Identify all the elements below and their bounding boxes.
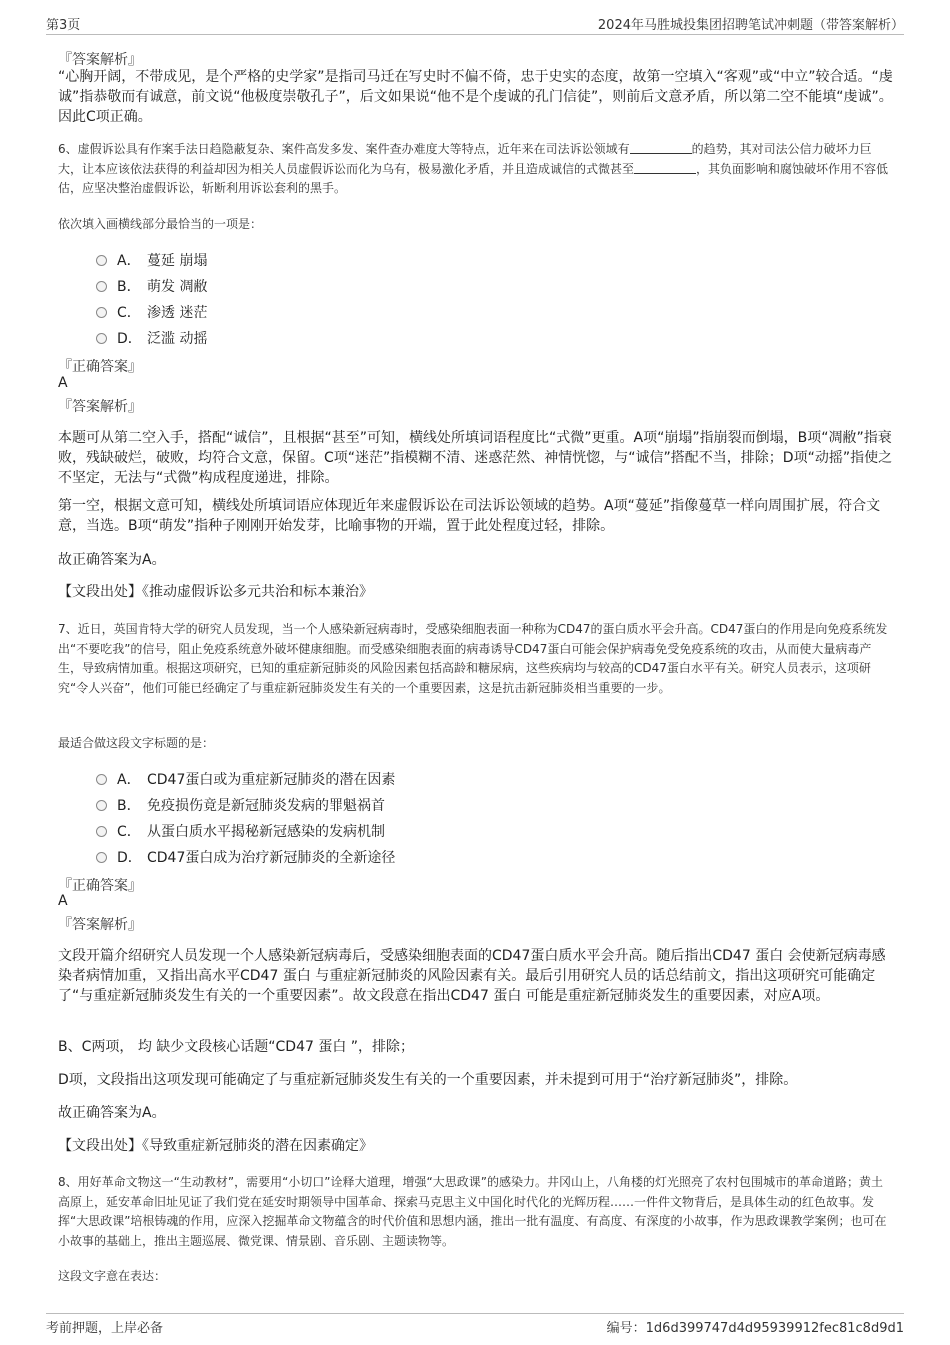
q6-blank-2 — [634, 161, 696, 174]
option-letter: B． — [117, 279, 141, 295]
q7-option-c[interactable] — [96, 821, 385, 841]
q8-prompt: 这段文字意在表达： — [58, 1269, 167, 1283]
q7-analysis-p2: B、C两项， 均 缺少文段核心话题“CD47 蛋白 ”，排除； — [58, 1039, 415, 1055]
option-text: 从蛋白质水平揭秘新冠感染的发病机制 — [147, 824, 385, 840]
q6-correct-answer: A — [58, 375, 68, 391]
option-letter: D． — [117, 331, 142, 347]
page-number: 第3页 — [46, 18, 81, 33]
q6-prompt: 依次填入画横线部分最恰当的一项是： — [58, 217, 263, 231]
q6-stem-part-c: ，其负面影响和腐蚀破坏作用不容低估，应坚决整治虚假诉讼，斩断利用诉讼套利的黑手。 — [58, 161, 889, 195]
q7-analysis-p3: D项，文段指出这项发现可能确定了与重症新冠肺炎发生有关的一个重要因素，并未提到可用于“治疗新冠肺炎”，排除。 — [58, 1072, 798, 1088]
q7-source: 【文段出处】《导致重症新冠肺炎的潜在因素确定》 — [58, 1138, 373, 1154]
option-letter: A． — [117, 772, 141, 788]
option-text: 萌发 凋敝 — [147, 279, 208, 295]
option-letter: C． — [117, 824, 141, 840]
option-letter: A． — [117, 253, 141, 269]
q7-stem: 7、近日，英国肯特大学的研究人员发现，当一个人感染新冠病毒时，受感染细胞表面一种称为CD47的蛋白质水平会升高。CD47蛋白的作用是向免疫系统发出“不要吃我”的信号，阻止免疫系统意外破坏健康细胞。而受感染细胞表面的病毒诱导CD47蛋白可能会保护病毒免受免疫系统的攻击，从而使大量病毒产生，导致病情加重。根据这项研究，已知的重症新冠肺炎的风险因素包括高龄和糖尿病，这些疾病均与较高的CD47蛋白水平有关。研究人员表示，这项研究“令人兴奋”，他们可能已经确定了与重症新冠肺炎发生有关的一个重要因素，这是抗击新冠肺炎相当重要的一步。 — [58, 622, 888, 695]
q7-correct-label: 『正确答案』 — [58, 878, 142, 894]
q6-option-d[interactable] — [96, 328, 207, 348]
page-header — [46, 14, 904, 35]
q6-analysis-p1: 本题可从第二空入手，搭配“诚信”，且根据“甚至”可知，横线处所填词语程度比“式微”更重。A项“崩塌”指崩裂而倒塌，B项“凋敝”指衰败，残缺破烂，破败，均符合文意，保留。C项“迷茫”指模糊不清、迷惑茫然、神情恍惚，与“诚信”搭配不当，排除；D项“动摇”指使之不坚定，无法与“式微”构成程度递进，排除。 — [58, 430, 893, 486]
option-letter: D． — [117, 850, 142, 866]
q6-option-b[interactable] — [96, 276, 207, 296]
q6-blank-1 — [630, 141, 692, 154]
option-text: CD47蛋白成为治疗新冠肺炎的全新途径 — [147, 850, 396, 866]
radio-icon[interactable] — [96, 800, 107, 811]
q6-stem — [58, 140, 894, 199]
q7-option-d[interactable] — [96, 847, 395, 867]
q7-analysis-p1: 文段开篇介绍研究人员发现一个人感染新冠病毒后，受感染细胞表面的CD47蛋白质水平会升高。随后指出CD47 蛋白 会使新冠病毒感染者病情加重，又指出高水平CD47 蛋白 与重症新冠肺炎的风险因素有关。最后引用研究人员的话总结前文，指出这项研究可能确定了“与重症新冠肺炎发生有关的一个重要因素”。故文段意在指出CD47 蛋白 可能是重症新冠肺炎发生的重要因素，对应A项。 — [58, 948, 886, 1004]
q7-analysis-label: 『答案解析』 — [58, 917, 142, 933]
q6-conclusion: 故正确答案为A。 — [58, 552, 166, 568]
option-text: 蔓延 崩塌 — [147, 253, 208, 269]
q6-stem-part-a: 6、虚假诉讼具有作案手法日趋隐蔽复杂、案件高发多发、案件查办难度大等特点，近年来在司法诉讼领域有 — [58, 142, 630, 156]
option-text: 免疫损伤竟是新冠肺炎发病的罪魁祸首 — [147, 798, 385, 814]
q7-correct-answer: A — [58, 893, 68, 909]
q7-conclusion: 故正确答案为A。 — [58, 1105, 166, 1121]
q8-stem: 8、用好革命文物这一“生动教材”，需要用“小切口”诠释大道理，增强“大思政课”的感染力。井冈山上，八角楼的灯光照亮了农村包围城市的革命道路；黄土高原上，延安革命旧址见证了我们党在延安时期领导中国革命、探索马克思主义中国化时代化的光辉历程……一件件文物背后，是具体生动的红色故事。发挥“大思政课”培根铸魂的作用，应深入挖掘革命文物蕴含的时代价值和思想内涵，推出一批有温度、有高度、有深度的小故事，作为思政课教学案例；也可在小故事的基础上，推出主题巡展、微党课、情景剧、音乐剧、主题读物等。 — [58, 1175, 887, 1248]
footer-slogan: 考前押题，上岸必备 — [46, 1321, 164, 1336]
q6-stem-part-b: 的趋势，其对司法公信力破坏力巨大，让本应该依法获得的利益却因为相关人员虚假诉讼而化为乌有，极易激化矛盾，并且造成诚信的式微甚至 — [58, 142, 872, 176]
footer-id-label: 编号： — [606, 1321, 646, 1336]
option-letter: B． — [117, 798, 141, 814]
radio-icon[interactable] — [96, 826, 107, 837]
q7-option-a[interactable] — [96, 769, 395, 789]
document-title: 2024年马胜城投集团招聘笔试冲刺题（带答案解析） — [597, 18, 904, 33]
radio-icon[interactable] — [96, 307, 107, 318]
radio-icon[interactable] — [96, 333, 107, 344]
option-text: 泛滥 动摇 — [147, 331, 208, 347]
q6-correct-label: 『正确答案』 — [58, 359, 142, 375]
option-text: 渗透 迷茫 — [147, 305, 208, 321]
q7-prompt: 最适合做这段文字标题的是： — [58, 736, 215, 750]
option-text: CD47蛋白或为重症新冠肺炎的潜在因素 — [147, 772, 396, 788]
footer-id — [607, 1317, 904, 1336]
page-footer — [46, 1313, 904, 1336]
q5-analysis-label: 『答案解析』 — [58, 52, 142, 68]
radio-icon[interactable] — [96, 774, 107, 785]
q5-analysis: “心胸开阔，不带成见，是个严格的史学家”是指司马迁在写史时不偏不倚，忠于史实的态度，故第一空填入“客观”或“中立”较合适。“虔诚”指恭敬而有诚意，前文说“他极度崇敬孔子”，后文如果说“他不是个虔诚的孔门信徒”，则前后文意矛盾，所以第二空不能填“虔诚”。因此C项正确。 — [58, 69, 893, 125]
q6-option-a[interactable] — [96, 250, 207, 270]
q6-source: 【文段出处】《推动虚假诉讼多元共治和标本兼治》 — [58, 584, 373, 600]
radio-icon[interactable] — [96, 281, 107, 292]
q6-analysis-label: 『答案解析』 — [58, 399, 142, 415]
option-letter: C． — [117, 305, 141, 321]
q6-option-c[interactable] — [96, 302, 207, 322]
radio-icon[interactable] — [96, 255, 107, 266]
radio-icon[interactable] — [96, 852, 107, 863]
footer-id-value: 1d6d399747d4d95939912fec81c8d9d1 — [645, 1321, 904, 1336]
q6-analysis-p2: 第一空，根据文意可知，横线处所填词语应体现近年来虚假诉讼在司法诉讼领域的趋势。A项“蔓延”指像蔓草一样向周围扩展，符合文意，当选。B项“萌发”指种子刚刚开始发芽，比喻事物的开端，置于此处程度过轻，排除。 — [58, 498, 881, 534]
q7-option-b[interactable] — [96, 795, 385, 815]
